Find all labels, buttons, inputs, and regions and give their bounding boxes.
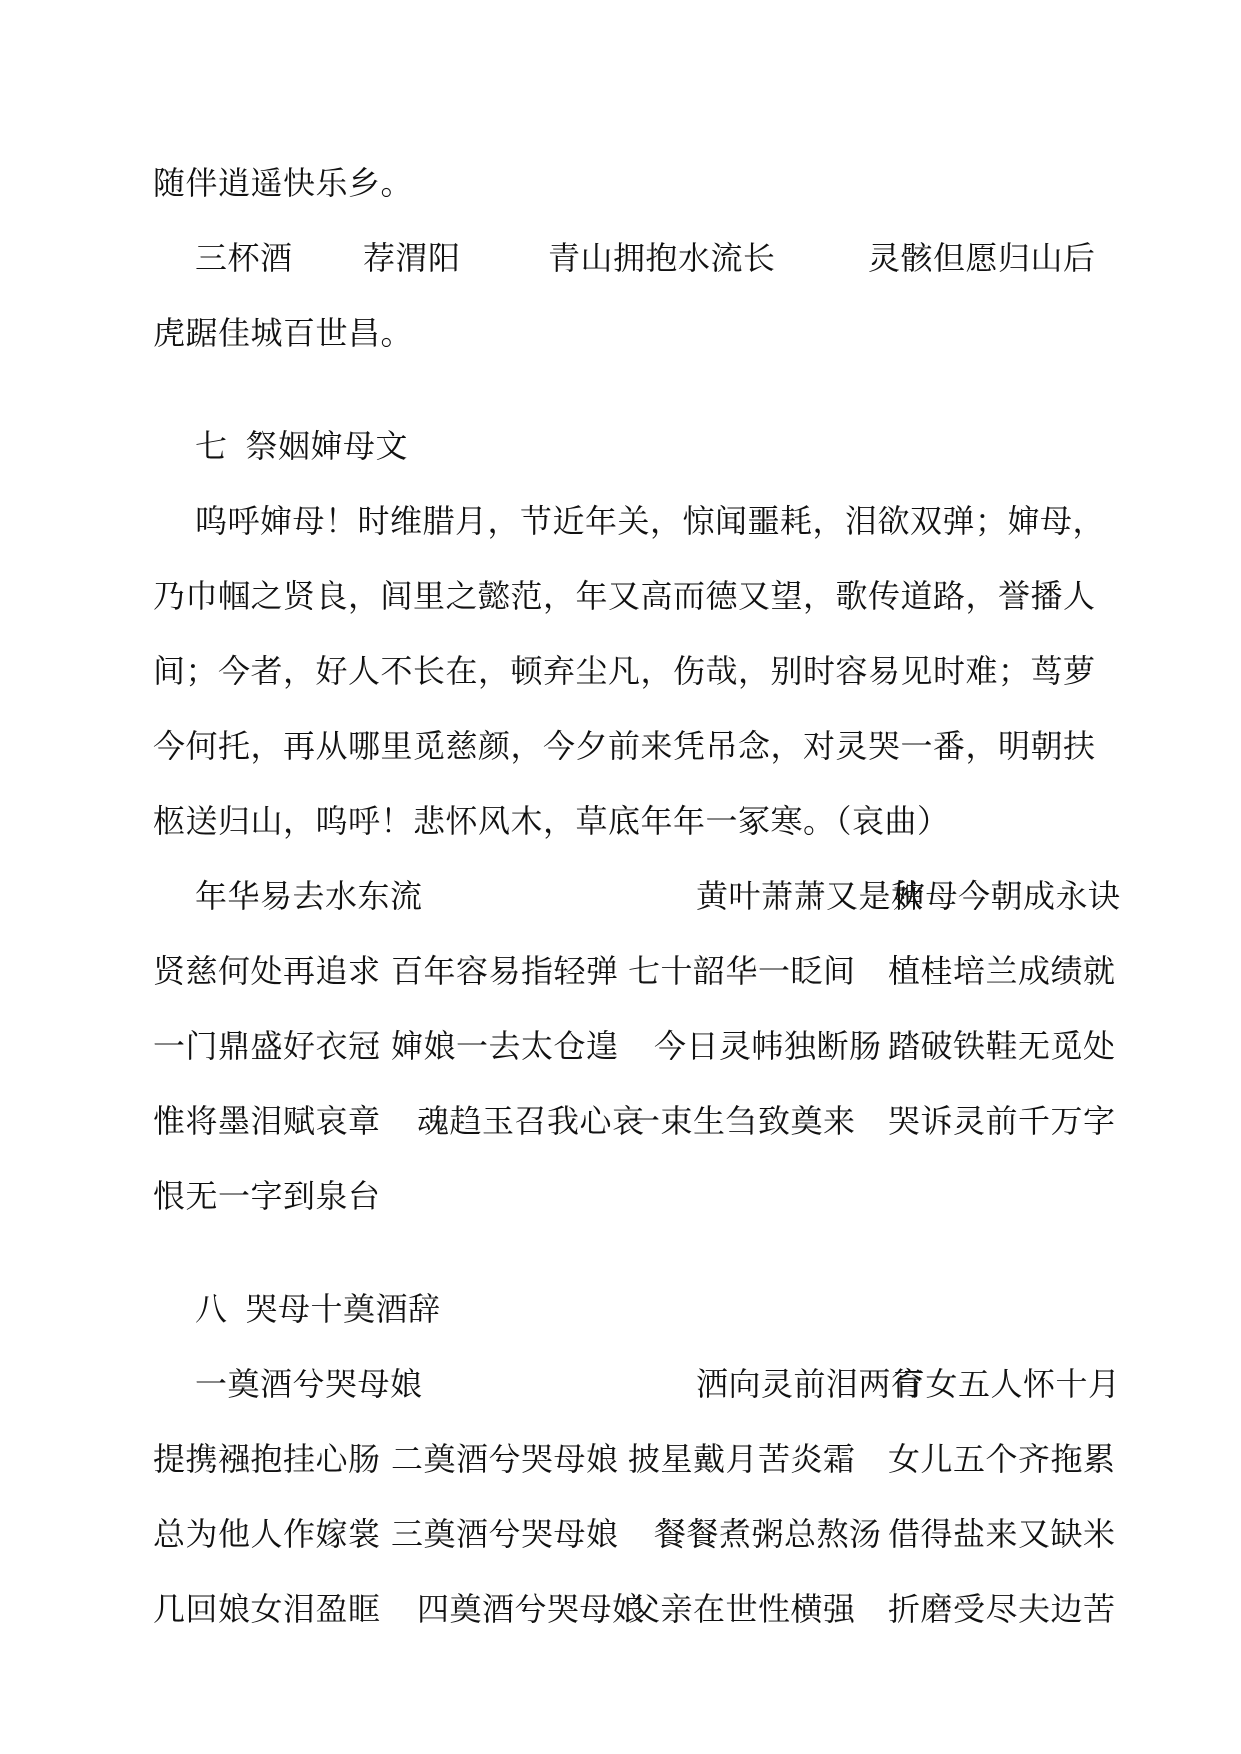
verse-phrase: 踏破铁鞋无觅处 [888,1027,1116,1065]
paragraph-line: 间；今者，好人不长在，顿弃尘凡，伤哉，别时容易见时难；茑萝 [153,652,1096,690]
verse-phrase: 育女五人怀十月 [893,1365,1121,1403]
verse-phrase: 一奠酒兮哭母娘 [195,1365,423,1403]
verse-phrase: 三奠酒兮哭母娘 [391,1515,619,1553]
verse-phrase: 几回娘女泪盈眶 [153,1590,381,1628]
paragraph-line: 柩送归山，呜呼！悲怀风木，草底年年一冢寒。（哀曲） [153,802,950,840]
text-line: 虎踞佳城百世昌。 [153,314,414,352]
verse-phrase: 二奠酒兮哭母娘 [391,1440,619,1478]
paragraph-line: 乃巾帼之贤良，闾里之懿范，年又高而德又望，歌传道路，誉播人 [153,577,1096,615]
verse-phrase: 贤慈何处再追求 [153,952,381,990]
verse-phrase: 三杯酒 [195,239,293,277]
section-heading [153,409,1113,484]
verse-phrase: 借得盐来又缺米 [888,1515,1116,1553]
verse-row [153,859,1121,934]
verse-phrase: 婶娘一去太仓遑 [391,1027,619,1065]
verse-phrase: 植桂培兰成绩就 [888,952,1116,990]
document-body [153,146,1121,1647]
verse-phrase: 灵骸但愿归山后 [868,239,1096,277]
verse-phrase: 餐餐煮粥总熬汤 [654,1515,882,1553]
verse-row [153,1497,1116,1572]
paragraph-line: 今何托，再从哪里觅慈颜，今夕前来凭吊念，对灵哭一番，明朝扶 [153,727,1096,765]
verse-phrase: 今日灵帏独断肠 [654,1027,882,1065]
verse-row [153,221,1113,296]
verse-phrase: 披星戴月苦炎霜 [628,1440,856,1478]
verse-phrase: 魂趋玉召我心哀 [417,1102,645,1140]
section-title: 哭母十奠酒辞 [245,1290,441,1328]
verse-phrase: 洒向灵前泪两行 [696,1365,924,1403]
verse-row [153,1347,1121,1422]
verse-phrase: 总为他人作嫁裳 [153,1515,381,1553]
verse-row [153,934,1116,1009]
verse-row [153,1572,1116,1647]
verse-phrase: 女儿五个齐拖累 [888,1440,1116,1478]
section-number: 七 [195,427,228,465]
verse-phrase: 父亲在世性横强 [628,1590,856,1628]
verse-row [153,1422,1116,1497]
verse-phrase: 黄叶萧萧又是秋 [696,877,924,915]
verse-row [153,1159,1113,1234]
verse-phrase: 四奠酒兮哭母娘 [417,1590,645,1628]
section-title: 祭姻婶母文 [245,427,409,465]
paragraph-line: 呜呼婶母！时维腊月，节近年关，惊闻噩耗，泪欲双弹；婶母， [195,502,1106,540]
verse-phrase: 折磨受尽夫边苦 [888,1590,1116,1628]
verse-phrase: 提携襁抱挂心肠 [153,1440,381,1478]
verse-row [153,1009,1116,1084]
verse-phrase: 婶母今朝成永诀 [893,877,1121,915]
text-line: 随伴逍遥快乐乡。 [153,164,414,202]
verse-phrase: 恨无一字到泉台 [153,1177,381,1215]
verse-phrase: 一束生刍致奠来 [628,1102,856,1140]
section-number: 八 [195,1290,228,1328]
verse-phrase: 年华易去水东流 [195,877,423,915]
verse-phrase: 一门鼎盛好衣冠 [153,1027,381,1065]
verse-phrase: 惟将墨泪赋哀章 [153,1102,381,1140]
verse-phrase: 百年容易指轻弹 [391,952,619,990]
verse-phrase: 荐渭阳 [363,239,461,277]
verse-row [153,1084,1116,1159]
verse-phrase: 青山拥抱水流长 [548,239,776,277]
section-heading [153,1272,1113,1347]
verse-phrase: 哭诉灵前千万字 [888,1102,1116,1140]
verse-phrase: 七十韶华一眨间 [628,952,856,990]
